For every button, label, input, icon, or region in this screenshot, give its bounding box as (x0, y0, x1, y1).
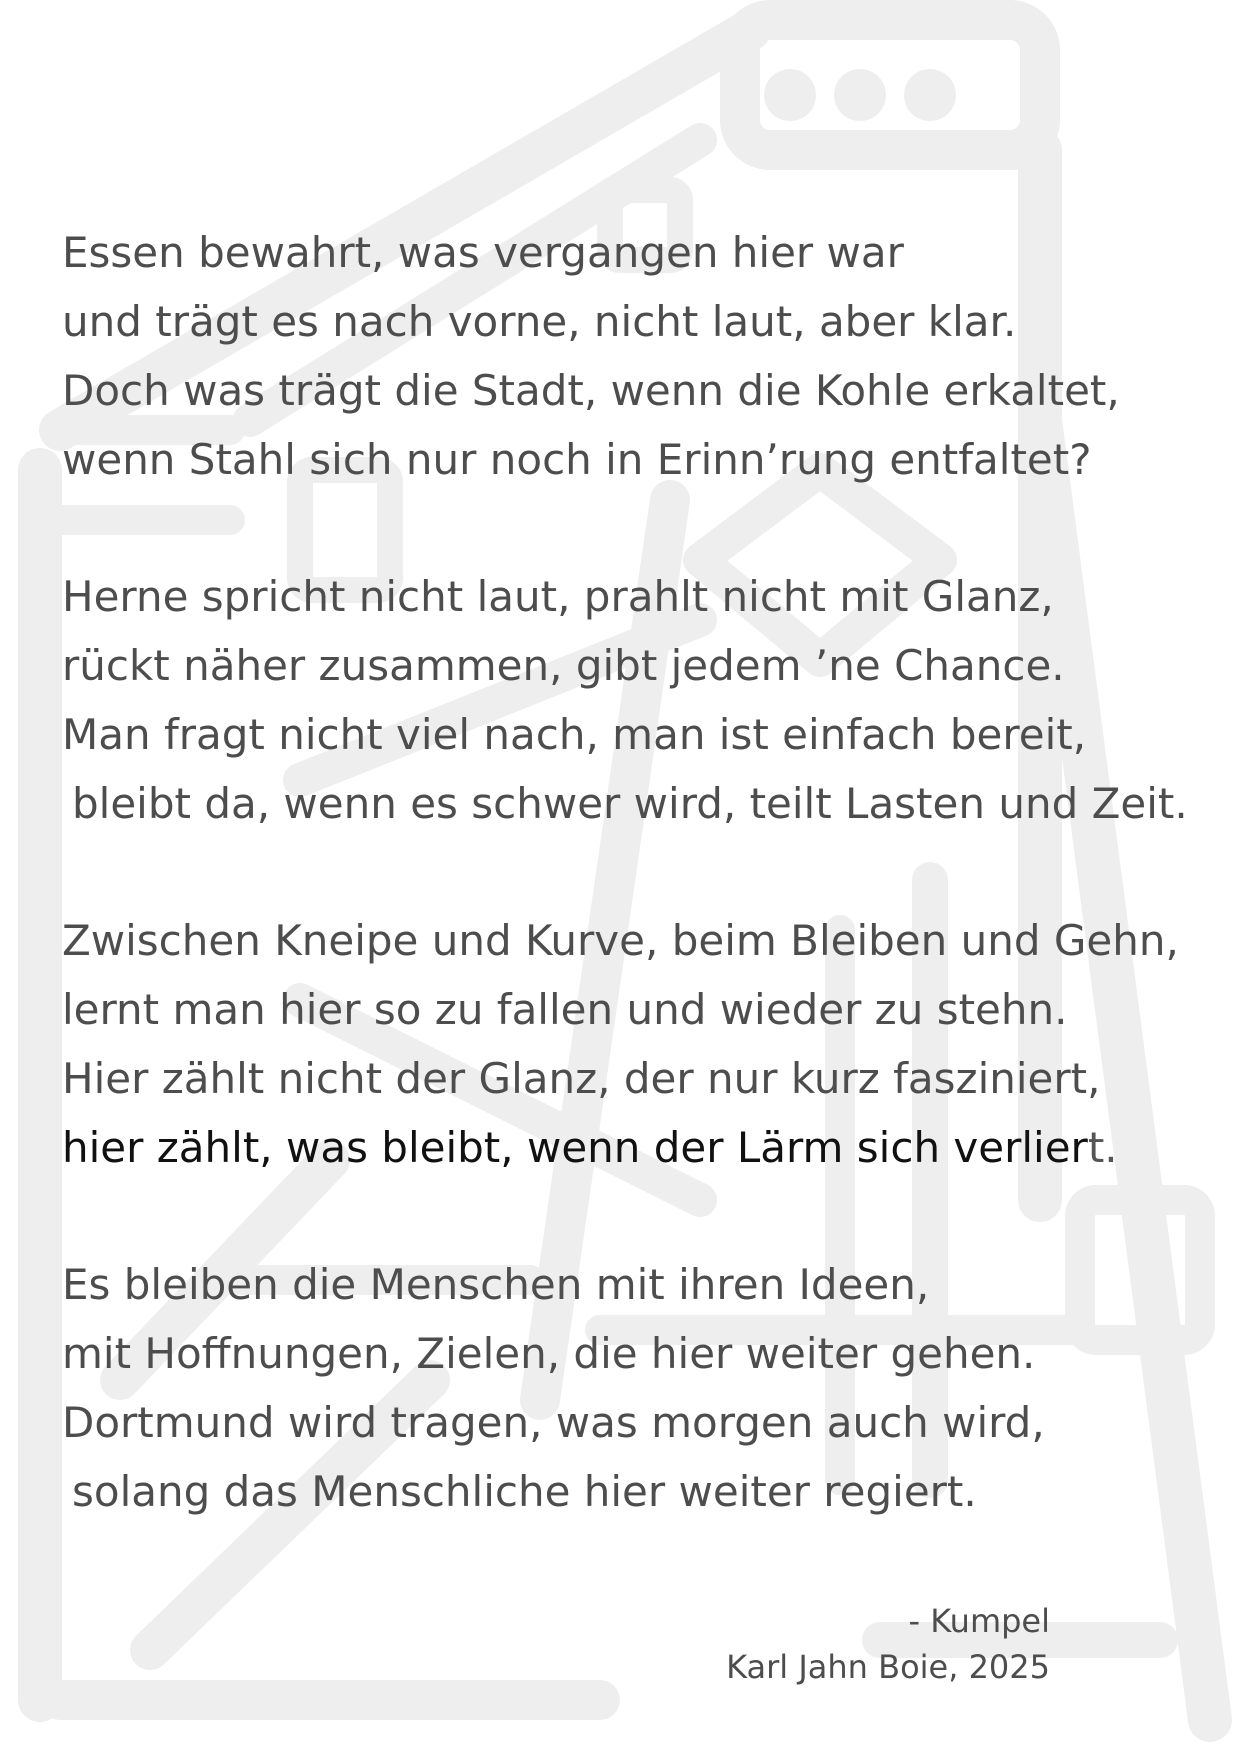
poem (62, 218, 1222, 1594)
poem-line: Man fragt nicht viel nach, man ist einfach bereit, (62, 710, 1087, 759)
signature-title: - Kumpel (908, 1602, 1050, 1640)
poem-line: Hier zählt nicht der Glanz, der nur kurz fasziniert, (62, 1054, 1101, 1103)
poem-line: rückt näher zusammen, gibt jedem ’ne Chance. (62, 641, 1065, 690)
stanza-3 (62, 906, 1222, 1182)
stanza-1 (62, 218, 1222, 494)
poem-line: Essen bewahrt, was vergangen hier war (62, 228, 904, 277)
poem-line: solang das Menschliche hier weiter regiert. (72, 1467, 977, 1516)
poem-line-emphasis-dark: hier zählt, was bleibt, wenn der Lärm sich verlier (62, 1123, 1088, 1172)
signature (726, 1598, 1050, 1690)
poem-line-emphasis (62, 1113, 1222, 1182)
poem-line: und trägt es nach vorne, nicht laut, aber klar. (62, 297, 1017, 346)
poem-line: Es bleiben die Menschen mit ihren Ideen, (62, 1260, 930, 1309)
poem-line: mit Hoffnungen, Zielen, die hier weiter gehen. (62, 1329, 1036, 1378)
stanza-2 (62, 562, 1222, 838)
stanza-4 (62, 1250, 1222, 1526)
poem-line: Doch was trägt die Stadt, wenn die Kohle erkaltet, (62, 366, 1120, 415)
poem-line: Herne spricht nicht laut, prahlt nicht mit Glanz, (62, 572, 1054, 621)
signature-author: Karl Jahn Boie, 2025 (726, 1648, 1050, 1686)
poem-line-emphasis-tail: t. (1087, 1123, 1118, 1172)
poem-line: bleibt da, wenn es schwer wird, teilt Lasten und Zeit. (72, 779, 1188, 828)
poem-line: lernt man hier so zu fallen und wieder zu stehn. (62, 985, 1068, 1034)
poem-line: Dortmund wird tragen, was morgen auch wird, (62, 1398, 1045, 1447)
poem-line: wenn Stahl sich nur noch in Erinn’rung entfaltet? (62, 435, 1092, 484)
poem-line: Zwischen Kneipe und Kurve, beim Bleiben und Gehn, (62, 916, 1179, 965)
